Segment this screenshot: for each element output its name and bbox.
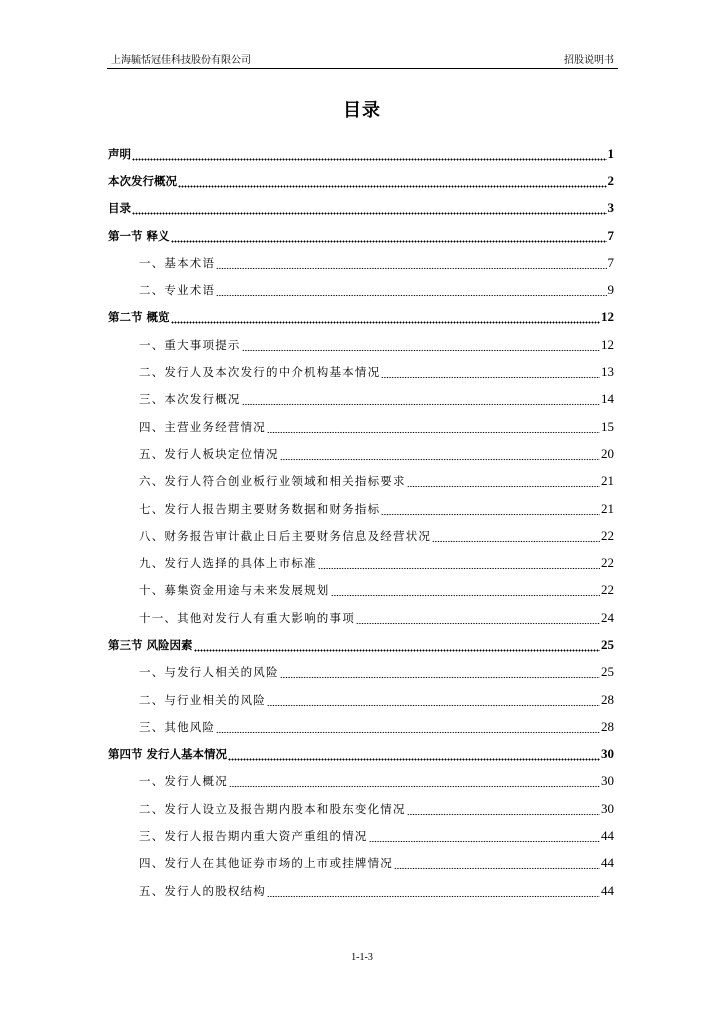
toc-section-entry[interactable] [108, 440, 614, 467]
toc-entry-page: 25 [601, 664, 614, 680]
toc-dot-leader [394, 858, 600, 870]
toc-entry-page: 30 [601, 800, 614, 816]
page-number: 1-1-3 [351, 952, 373, 963]
toc-entry-label: 第三节 风险因素 [108, 637, 193, 652]
toc-dot-leader [280, 449, 600, 461]
toc-chapter-entry[interactable] [108, 167, 614, 194]
toc-dot-leader [228, 749, 600, 761]
toc-entry-page: 21 [601, 500, 614, 516]
toc-section-entry[interactable] [108, 795, 614, 822]
toc-dot-leader [242, 340, 600, 352]
toc-dot-leader [178, 176, 607, 188]
toc-entry-label: 四、主营业务经营情况 [139, 419, 266, 434]
toc-dot-leader [216, 722, 600, 734]
toc-dot-leader [216, 258, 606, 270]
toc-chapter-entry[interactable] [108, 140, 614, 167]
toc-entry-label: 二、发行人设立及报告期内股本和股东变化情况 [139, 801, 406, 816]
toc-dot-leader [171, 231, 607, 243]
toc-entry-page: 44 [601, 828, 614, 844]
toc-entry-page: 21 [601, 473, 614, 489]
toc-dot-leader [216, 285, 606, 297]
toc-dot-leader [194, 640, 600, 652]
toc-entry-page: 7 [607, 227, 614, 243]
toc-entry-page: 44 [601, 855, 614, 871]
document-type: 招股说明书 [564, 55, 614, 66]
toc-entry-label: 第四节 发行人基本情况 [108, 747, 228, 762]
toc-entry-page: 30 [601, 746, 614, 762]
toc-chapter-entry[interactable] [108, 195, 614, 222]
toc-entry-page: 9 [607, 282, 614, 298]
toc-entry-page: 12 [601, 336, 614, 352]
toc-dot-leader [381, 504, 600, 516]
toc-chapter-entry[interactable] [108, 304, 614, 331]
toc-entry-label: 三、其他风险 [139, 719, 216, 734]
toc-entry-page: 22 [601, 555, 614, 571]
toc-section-entry[interactable] [108, 522, 614, 549]
toc-section-entry[interactable] [108, 604, 614, 631]
toc-entry-page: 25 [601, 636, 614, 652]
toc-dot-leader [280, 667, 600, 679]
toc-entry-label: 六、发行人符合创业板行业领域和相关指标要求 [139, 474, 406, 489]
toc-section-entry[interactable] [108, 358, 614, 385]
toc-entry-page: 22 [601, 582, 614, 598]
toc-section-entry[interactable] [108, 659, 614, 686]
toc-entry-label: 三、发行人报告期内重大资产重组的情况 [139, 829, 368, 844]
toc-entry-label: 第一节 释义 [108, 228, 170, 243]
toc-entry-label: 七、发行人报告期主要财务数据和财务指标 [139, 501, 381, 516]
toc-dot-leader [356, 613, 600, 625]
toc-entry-label: 一、重大事项提示 [139, 337, 241, 352]
toc-entry-label: 一、基本术语 [139, 255, 216, 270]
toc-dot-leader [407, 804, 600, 816]
toc-entry-label: 五、发行人板块定位情况 [139, 446, 279, 461]
toc-dot-leader [369, 831, 600, 843]
toc-entry-page: 24 [601, 609, 614, 625]
toc-section-entry[interactable] [108, 331, 614, 358]
toc-entry-label: 十、募集资金用途与未来发展规划 [139, 583, 330, 598]
toc-entry-page: 3 [607, 200, 614, 216]
toc-dot-leader [132, 203, 607, 215]
toc-dot-leader [267, 695, 600, 707]
toc-entry-label: 三、本次发行概况 [139, 392, 241, 407]
toc-dot-leader [267, 422, 600, 434]
toc-entry-page: 22 [601, 527, 614, 543]
toc-section-entry[interactable] [108, 686, 614, 713]
toc-dot-leader [331, 585, 601, 597]
toc-entry-label: 一、与发行人相关的风险 [139, 665, 279, 680]
toc-chapter-entry[interactable] [108, 222, 614, 249]
company-name: 上海毓恬冠佳科技股份有限公司 [111, 55, 251, 66]
toc-section-entry[interactable] [108, 549, 614, 576]
toc-dot-leader [132, 149, 607, 161]
toc-dot-leader [432, 531, 600, 543]
toc-entry-label: 二、专业术语 [139, 283, 216, 298]
toc-entry-label: 第二节 概览 [108, 310, 170, 325]
toc-section-entry[interactable] [108, 249, 614, 276]
toc-entry-page: 2 [607, 172, 614, 188]
toc-dot-leader [407, 476, 600, 488]
table-of-contents [108, 140, 614, 904]
toc-entry-page: 12 [601, 309, 614, 325]
toc-entry-label: 声明 [108, 146, 131, 161]
toc-entry-page: 44 [601, 882, 614, 898]
toc-entry-page: 15 [601, 418, 614, 434]
toc-dot-leader [318, 558, 600, 570]
toc-section-entry[interactable] [108, 386, 614, 413]
toc-entry-page: 14 [601, 391, 614, 407]
toc-entry-page: 1 [607, 145, 614, 161]
toc-entry-label: 二、与行业相关的风险 [139, 692, 266, 707]
toc-section-entry[interactable] [108, 822, 614, 849]
toc-dot-leader [242, 394, 600, 406]
toc-entry-page: 30 [601, 773, 614, 789]
toc-dot-leader [229, 776, 600, 788]
toc-section-entry[interactable] [108, 577, 614, 604]
toc-section-entry[interactable] [108, 850, 614, 877]
toc-dot-leader [381, 367, 600, 379]
toc-entry-page: 28 [601, 718, 614, 734]
toc-chapter-entry[interactable] [108, 631, 614, 658]
toc-dot-leader [267, 886, 600, 898]
toc-entry-label: 五、发行人的股权结构 [139, 883, 266, 898]
toc-entry-label: 二、发行人及本次发行的中介机构基本情况 [139, 365, 381, 380]
toc-entry-label: 一、发行人概况 [139, 774, 228, 789]
toc-section-entry[interactable] [108, 713, 614, 740]
toc-entry-label: 四、发行人在其他证券市场的上市或挂牌情况 [139, 856, 393, 871]
toc-section-entry[interactable] [108, 877, 614, 904]
toc-entry-label: 十一、其他对发行人有重大影响的事项 [139, 610, 355, 625]
toc-entry-label: 九、发行人选择的具体上市标准 [139, 556, 317, 571]
toc-dot-leader [171, 312, 600, 324]
page-title: 目录 [343, 100, 381, 121]
page-header [107, 50, 618, 69]
toc-entry-label: 本次发行概况 [108, 173, 177, 188]
toc-entry-page: 13 [601, 364, 614, 380]
toc-entry-page: 28 [601, 691, 614, 707]
toc-entry-label: 目录 [108, 201, 131, 216]
toc-section-entry[interactable] [108, 413, 614, 440]
toc-section-entry[interactable] [108, 468, 614, 495]
toc-chapter-entry[interactable] [108, 741, 614, 768]
toc-entry-page: 7 [607, 254, 614, 270]
toc-entry-page: 20 [601, 445, 614, 461]
toc-entry-label: 八、财务报告审计截止日后主要财务信息及经营状况 [139, 528, 432, 543]
toc-section-entry[interactable] [108, 495, 614, 522]
toc-section-entry[interactable] [108, 276, 614, 303]
toc-section-entry[interactable] [108, 768, 614, 795]
